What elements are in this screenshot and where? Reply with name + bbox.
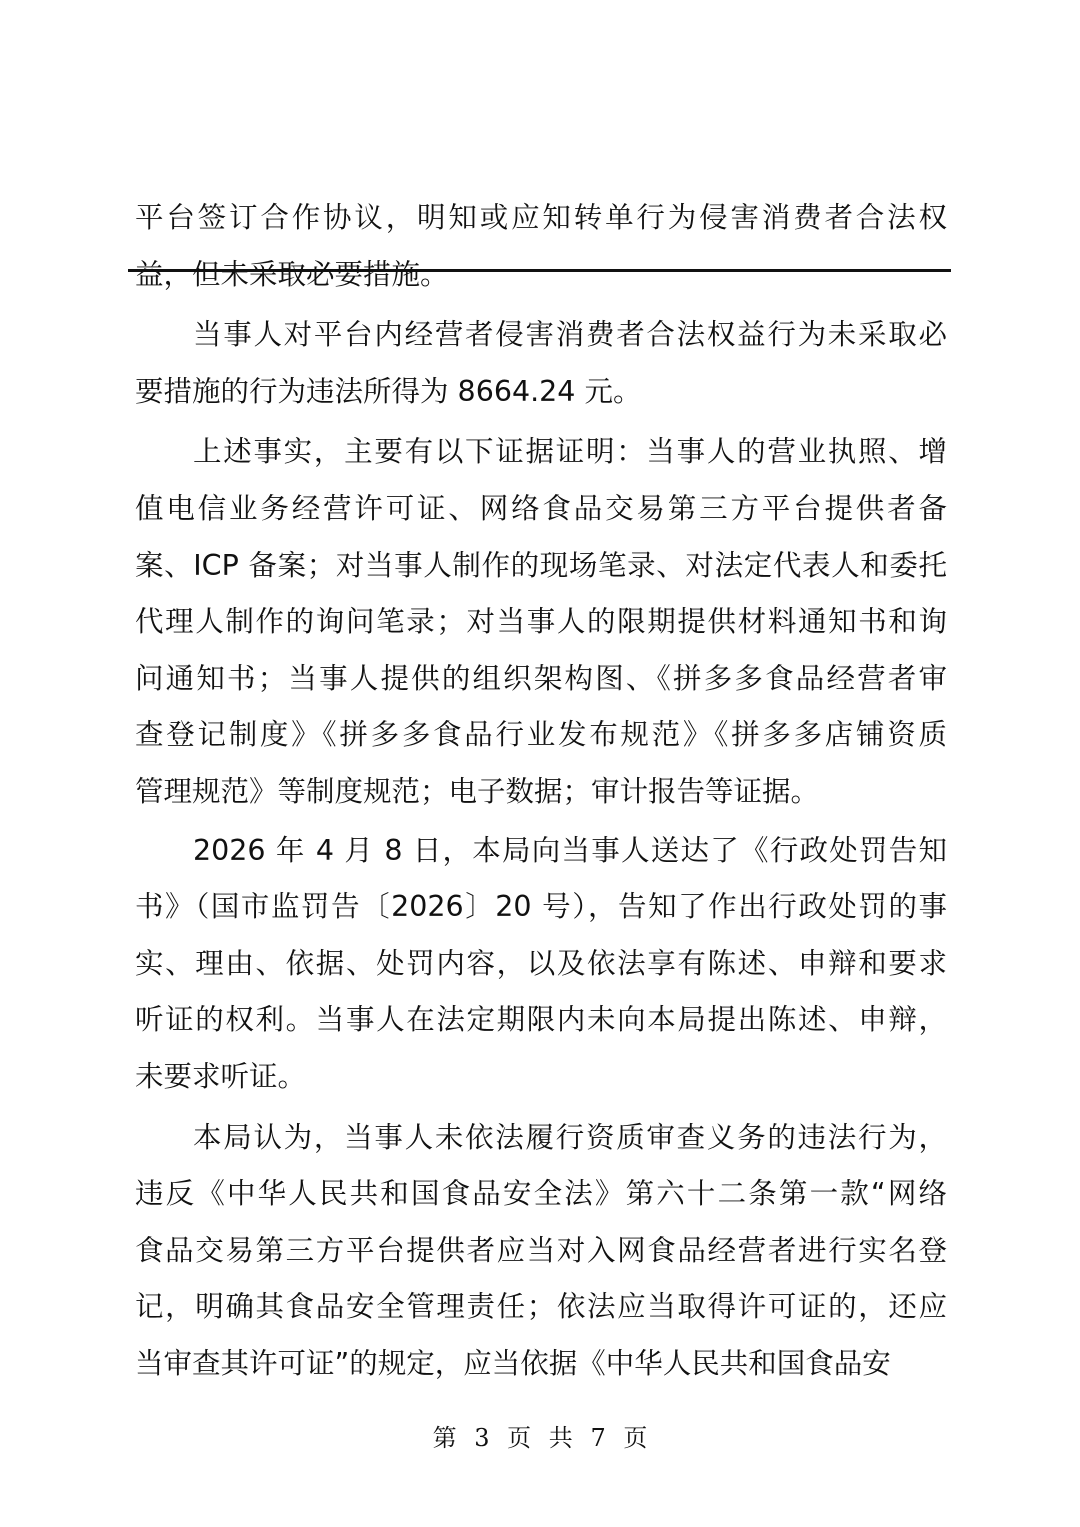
text-line: 2026 年 4 月 8 日，本局向当事人送达了《行政处罚告知 [193,833,947,867]
paragraph [135,823,947,1106]
page-footer: 第 3 页 共 7 页 [432,1424,648,1452]
text-line: 值电信业务经营许可证、网络食品交易第三方平台提供者备 [135,491,947,525]
text-line: 记，明确其食品安全管理责任；依法应当取得许可证的，还应 [135,1290,947,1324]
paragraph [135,190,947,303]
text-line: 要措施的行为违法所得为 8664.24 元。 [135,374,642,408]
text-line: 实、理由、依据、处罚内容，以及依法享有陈述、申辩和要求 [135,946,947,980]
paragraph [135,1110,947,1393]
text-line: 代理人制作的询问笔录；对当事人的限期提供材料通知书和询 [135,605,947,639]
text-line: 案、ICP 备案；对当事人制作的现场笔录、对法定代表人和委托 [135,548,947,582]
text-line: 听证的权利。当事人在法定期限内未向本局提出陈述、申辩， [135,1003,947,1037]
text-line: 管理规范》等制度规范；电子数据；审计报告等证据。 [135,774,820,808]
text-line: 问通知书；当事人提供的组织架构图、《拼多多食品经营者审 [135,661,947,695]
text-line: 本局认为，当事人未依法履行资质审查义务的违法行为， [193,1120,947,1154]
text-line: 益，但未采取必要措施。 [135,257,449,291]
text-line: 当事人对平台内经营者侵害消费者合法权益行为未采取必 [193,318,947,352]
text-line: 违反《中华人民共和国食品安全法》第六十二条第一款“网络 [135,1177,947,1211]
text-line: 书》（国市监罚告〔2026〕20 号），告知了作出行政处罚的事 [135,890,947,924]
paragraph [135,307,947,420]
text-line: 食品交易第三方平台提供者应当对入网食品经营者进行实名登 [135,1233,947,1267]
text-line: 平台签订合作协议，明知或应知转单行为侵害消费者合法权 [135,201,947,234]
document-body [135,190,947,1392]
text-line: 查登记制度》《拼多多食品行业发布规范》《拼多多店铺资质 [135,718,947,752]
text-line: 未要求听证。 [135,1059,307,1093]
text-line: 当审查其许可证”的规定，应当依据《中华人民共和国食品安 [135,1346,891,1380]
text-line: 上述事实，主要有以下证据证明：当事人的营业执照、增 [193,435,947,469]
paragraph [135,424,947,820]
